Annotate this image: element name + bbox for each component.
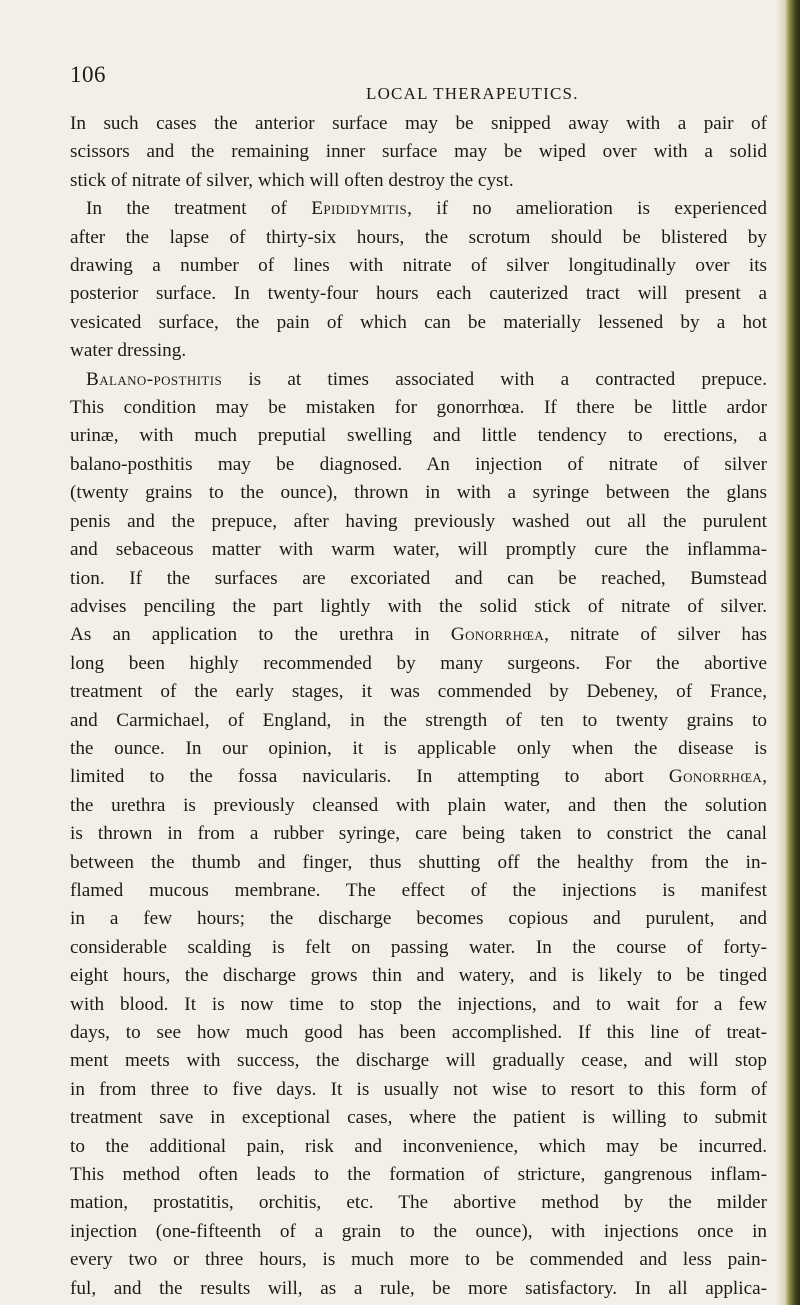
text-line: with blood. It is now time to stop the injections, and to wait for a few xyxy=(70,993,767,1015)
text-line: eight hours, the discharge grows thin and watery, and is likely to be tinged xyxy=(70,965,767,987)
text-line: in from three to five days. It is usually not wise to resort to this form of xyxy=(70,1078,767,1100)
text-line: This method often leads to the formation of stricture, gangrenous inflam- xyxy=(70,1164,767,1186)
text-line: This condition may be mistaken for gonorrhœa. If there be little ardor xyxy=(70,397,767,419)
small-caps-term: Gonorrhœa xyxy=(450,624,545,646)
text-line: posterior surface. In twenty-four hours each cauterized tract will present a xyxy=(70,283,767,305)
text-line: every two or three hours, is much more to be commended and less pain- xyxy=(70,1249,767,1271)
page-number: 106 xyxy=(70,62,106,87)
text-line: scissors and the remaining inner surface may be wiped over with a solid xyxy=(70,141,767,163)
text-line: in a few hours; the discharge becomes copious and purulent, and xyxy=(70,908,767,930)
text-line: ment meets with success, the discharge will gradually cease, and will stop xyxy=(70,1050,767,1072)
text-line: to the additional pain, risk and inconvenience, which may be incurred. xyxy=(70,1135,767,1157)
text-line: considerable scalding is felt on passing water. In the course of forty- xyxy=(70,936,767,958)
text-line: the ounce. In our opinion, it is applicable only when the disease is xyxy=(70,737,767,759)
small-caps-term: Epididymitis xyxy=(311,198,408,220)
text-line: the urethra is previously cleansed with plain water, and then the solution xyxy=(70,794,767,816)
small-caps-term: Gonorrhœa xyxy=(668,766,763,788)
text-line: urinæ, with much preputial swelling and little tendency to erections, a xyxy=(70,425,767,447)
text-line: between the thumb and finger, thus shutting off the healthy from the in- xyxy=(70,851,767,873)
text-line: penis and the prepuce, after having previously washed out all the purulent xyxy=(70,510,767,532)
text-line: and Carmichael, of England, in the strength of ten to twenty grains to xyxy=(70,709,767,731)
text-line: In the treatment of Epididymitis, if no amelioration is experienced xyxy=(86,198,767,220)
running-head: LOCAL THERAPEUTICS. xyxy=(366,84,579,103)
small-caps-term: Balano-posthitis xyxy=(86,368,223,390)
text-line: water dressing. xyxy=(70,340,187,362)
text-line: long been highly recommended by many surgeons. For the abortive xyxy=(70,652,767,674)
page-header xyxy=(70,62,770,102)
text-line: vesicated surface, the pain of which can be materially lessened by a hot xyxy=(70,311,767,333)
text-line: Balano-posthitis is at times associated with a contracted prepuce. xyxy=(86,368,767,390)
text-line: injection (one-fifteenth of a grain to the ounce), with injections once in xyxy=(70,1220,767,1242)
text-line: flamed mucous membrane. The effect of the injections is manifest xyxy=(70,879,767,901)
text-line: As an application to the urethra in Gonorrhœa, nitrate of silver has xyxy=(70,624,767,646)
text-line: (twenty grains to the ounce), thrown in with a syringe between the glans xyxy=(70,482,767,504)
text-line: ful, and the results will, as a rule, be more satisfactory. In all applica- xyxy=(70,1277,767,1299)
text-line: is thrown in from a rubber syringe, care being taken to constrict the canal xyxy=(70,823,767,845)
text-line: stick of nitrate of silver, which will often destroy the cyst. xyxy=(70,169,514,191)
page-edge-shadow xyxy=(786,0,800,1305)
text-line: balano-posthitis may be diagnosed. An injection of nitrate of silver xyxy=(70,453,767,475)
text-line: drawing a number of lines with nitrate of silver longitudinally over its xyxy=(70,255,767,277)
text-line: after the lapse of thirty-six hours, the scrotum should be blistered by xyxy=(70,226,767,248)
text-line: and sebaceous matter with warm water, will promptly cure the inflamma- xyxy=(70,539,767,561)
text-line: days, to see how much good has been accomplished. If this line of treat- xyxy=(70,1022,767,1043)
text-line: mation, prostatitis, orchitis, etc. The abortive method by the milder xyxy=(70,1192,767,1214)
text-line: treatment of the early stages, it was commended by Debeney, of France, xyxy=(70,681,767,703)
body-text xyxy=(70,110,767,1303)
text-line: treatment save in exceptional cases, where the patient is willing to submit xyxy=(70,1107,767,1129)
text-line: tion. If the surfaces are excoriated and can be reached, Bumstead xyxy=(70,567,767,589)
text-line: advises penciling the part lightly with the solid stick of nitrate of silver. xyxy=(70,595,767,617)
text-line: limited to the fossa navicularis. In attempting to abort Gonorrhœa, xyxy=(70,766,767,788)
text-line: In such cases the anterior surface may be snipped away with a pair of xyxy=(70,113,767,134)
